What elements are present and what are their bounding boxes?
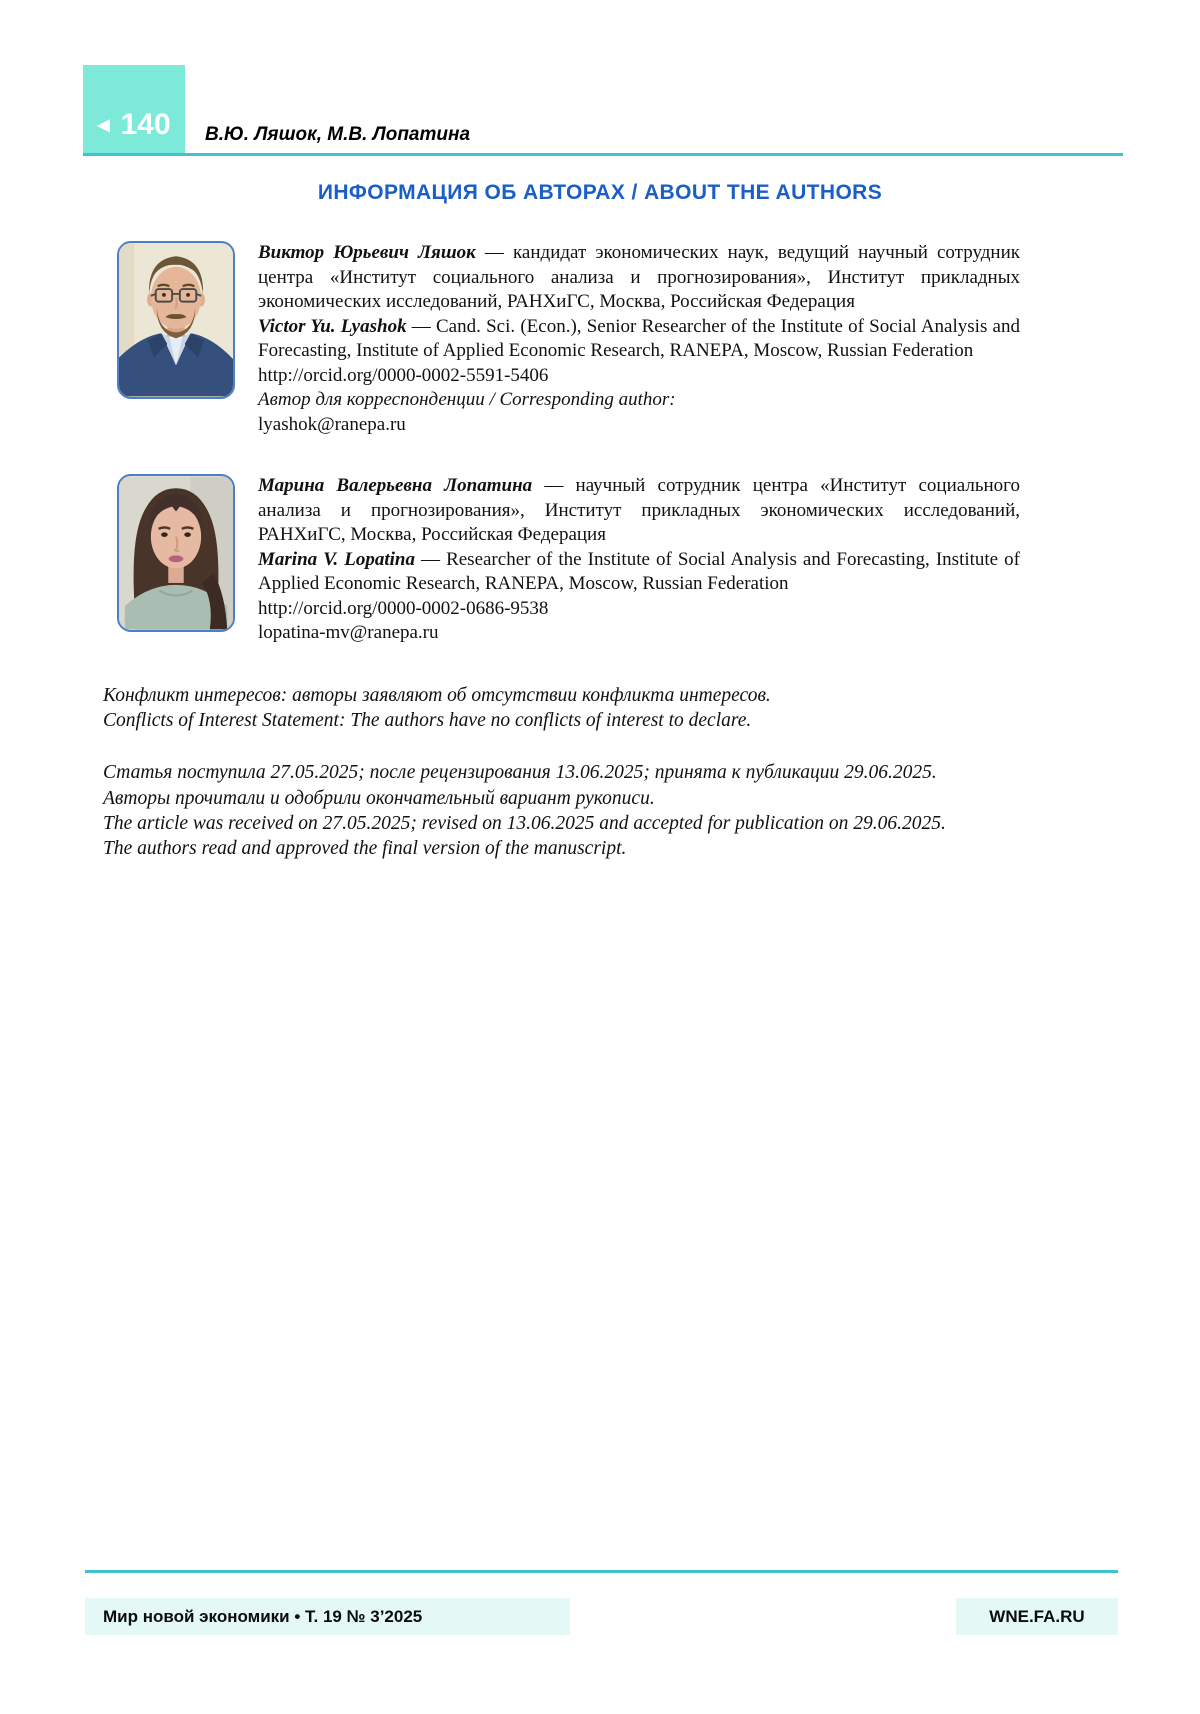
author-block-lyashok: [117, 241, 1120, 437]
author-desc-en: — Researcher of the Institute of Social Analysis and Forecasting, Institute of Applied Economic Research, RANEPA, Moscow, Russian Federation: [258, 548, 1020, 594]
author-bio-lopatina: [258, 474, 1020, 646]
journal-site-link[interactable]: WNE.FA.RU: [956, 1598, 1118, 1635]
page-footer: [85, 1570, 1118, 1635]
received-statement-en: The article was received on 27.05.2025; revised on 13.06.2025 and accepted for publication on 29.06.2025.: [103, 812, 946, 834]
conflict-statement-ru: Конфликт интересов: авторы заявляют об отсутствии конфликта интересов.: [103, 684, 771, 706]
author-desc-ru: — научный сотрудник центра «Институт социального анализа и прогнозирования», Институт прикладных экономических исследований, РАНХиГС, Москва, Российская Федерация: [258, 475, 1020, 545]
page-number: 140: [120, 108, 171, 141]
author-bio-lyashok: [258, 241, 1020, 437]
author-name-ru: Марина Валерьевна Лопатина: [258, 475, 533, 496]
orcid-link[interactable]: http://orcid.org/0000-0002-5591-5406: [258, 364, 549, 386]
journal-volume-label: Мир новой экономики • Т. 19 № 3’2025: [85, 1598, 570, 1635]
portrait-woman-icon: [119, 476, 233, 630]
approved-statement-en: The authors read and approved the final version of the manuscript.: [103, 838, 627, 860]
orcid-link[interactable]: http://orcid.org/0000-0002-0686-9538: [258, 597, 549, 619]
author-email[interactable]: lopatina-mv@ranepa.ru: [258, 622, 439, 643]
author-block-lopatina: [117, 474, 1120, 646]
statements-section: [0, 683, 1200, 862]
author-email[interactable]: lyashok@ranepa.ru: [258, 413, 406, 435]
running-authors: В.Ю. Ляшок, М.В. Лопатина: [205, 124, 471, 145]
author-photo-lopatina: [117, 474, 235, 632]
received-statement-ru: Статья поступила 27.05.2025; после рецензирования 13.06.2025; принята к публикации 29.06.2025.: [103, 762, 937, 784]
page-header: [83, 0, 1123, 156]
author-photo-lyashok: [117, 241, 235, 399]
conflict-statement-en: Conflicts of Interest Statement: The authors have no conflicts of interest to declare.: [103, 709, 752, 731]
page-number-box: [83, 65, 185, 153]
authors-section: [0, 241, 1200, 646]
approved-statement-ru: Авторы прочитали и одобрили окончательный вариант рукописи.: [103, 787, 655, 809]
author-name-ru: Виктор Юрьевич Ляшок: [258, 242, 476, 263]
section-title: ИНФОРМАЦИЯ ОБ АВТОРАХ / ABOUT THE AUTHORS: [317, 181, 883, 204]
corresponding-author-label: Автор для корреспонденции / Corresponding author:: [258, 389, 676, 410]
author-desc-ru: — кандидат экономических наук, ведущий научный сотрудник центра «Институт социального анализа и прогнозирования», Институт прикладных экономических исследований, РАНХиГС, Москва, Российская Федерация: [258, 242, 1020, 312]
spacer: [103, 733, 1110, 760]
author-name-en: Victor Yu. Lyashok: [258, 315, 407, 337]
author-name-en: Marina V. Lopatina: [258, 548, 415, 570]
back-arrow-icon: ◀: [97, 117, 110, 134]
author-desc-en: — Cand. Sci. (Econ.), Senior Researcher of the Institute of Social Analysis and Forecasting, Institute of Applied Economic Research, RANEPA, Moscow, Russian Federation: [258, 315, 1020, 361]
portrait-man-icon: [119, 243, 233, 397]
